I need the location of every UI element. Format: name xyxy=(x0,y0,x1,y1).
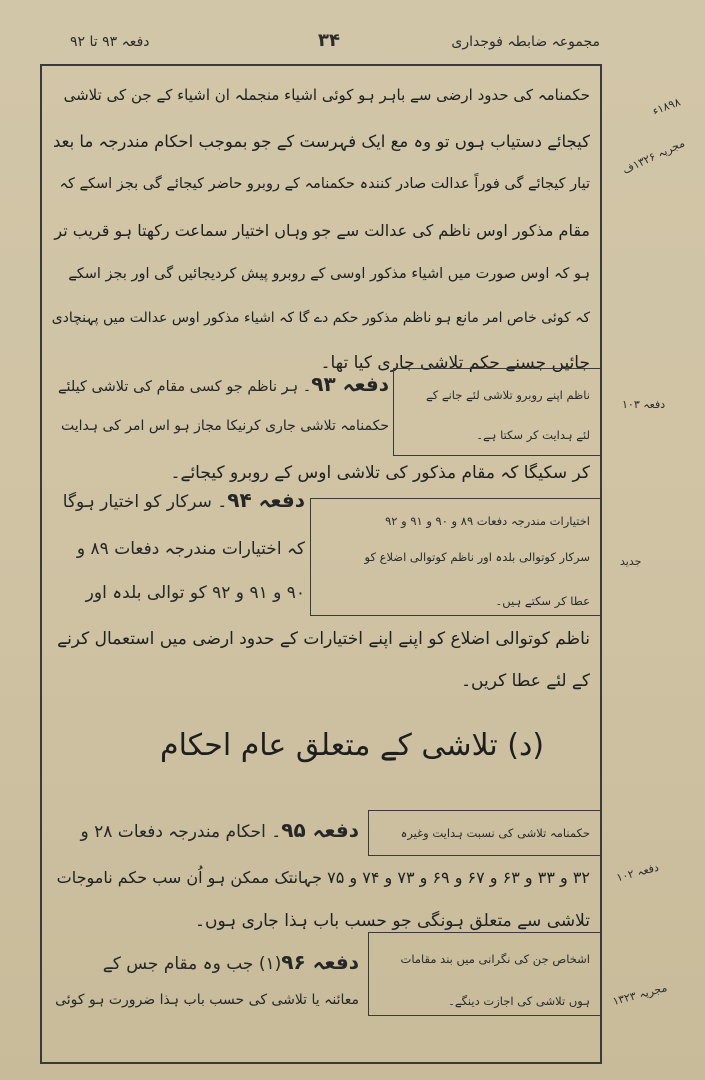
body-line-7: جائیں جسنے حکم تلاشی جاری کیا تھا۔ xyxy=(320,353,590,373)
sec96-note-line-1: اشخاص جن کی نگرانی میں بند مقامات xyxy=(400,952,590,966)
sec94-text-3: ۹۰ و ۹۱ و ۹۲ کو توالی بلدہ اور xyxy=(85,583,305,603)
sec95-text-1: ۔ احکام مندرجہ دفعات ۲۸ و xyxy=(80,822,282,842)
sec93-text-1: ۔ ہر ناظم جو کسی مقام کی تلاشی کیلئے xyxy=(57,379,312,395)
margin-note-top-1: ۱۸۹۸ء xyxy=(650,95,683,118)
sec93-note-line-1: ناظم اپنے روبرو تلاشی لئے جانے کے xyxy=(425,388,590,402)
sec93-number: دفعہ ۹۳ xyxy=(311,372,389,396)
sec95-heading-line xyxy=(81,818,359,842)
margin-note-sec95: دفعہ ۱۰۲ xyxy=(615,860,661,885)
header-left-section-range: دفعہ ۹۳ تا ۹۲ xyxy=(70,34,150,50)
sec94-text-1: ۔ سرکار کو اختیار ہوگا xyxy=(62,492,228,512)
body-line-1: حکمنامہ کی حدود ارضی سے باہر ہو کوئی اشیاء منجملہ ان اشیاء کے جن کی تلاشی xyxy=(63,86,590,104)
body-line-2: کیجائے دستیاب ہوں تو وہ مع ایک فہرست کے جو بموجب احکام مندرجہ ما بعد xyxy=(52,132,590,151)
sec95-number: دفعہ ۹۵ xyxy=(281,818,359,842)
sec94-note-line-1: اختیارات مندرجہ دفعات ۸۹ و ۹۰ و ۹۱ و ۹۲ xyxy=(385,514,590,528)
sec93-text-2: حکمنامہ تلاشی جاری کرنیکا مجاز ہو اس امر کی ہدایت xyxy=(60,418,389,434)
sec94-text-2: کہ اختیارات مندرجہ دفعات ۸۹ و xyxy=(76,539,305,559)
chapter-heading: (د) تلاشی کے متعلق عام احکام xyxy=(160,728,545,763)
margin-note-sec93: دفعہ ۱۰۳ xyxy=(622,398,666,411)
sec94-note-line-3: عطا کر سکتے ہیں۔ xyxy=(495,594,590,608)
sec96-text-1: (۱) جب وہ مقام جس کے xyxy=(102,954,282,974)
sec94-text-4: ناظم کوتوالی اضلاع کو اپنے اپنے اختیارات کے حدود ارضی میں استعمال کرنے xyxy=(57,629,590,649)
body-line-6: کہ کوئی خاص امر مانع ہو ناظم مذکور حکم دے گا کہ اشیاء مذکور اوس عدالت میں پہنچادی xyxy=(51,310,590,326)
sec94-number: دفعہ ۹۴ xyxy=(227,488,305,512)
sec93-note-line-2: لئے ہدایت کر سکتا ہے۔ xyxy=(476,428,590,442)
sec96-note-line-2: ہوں تلاشی کی اجازت دینگے۔ xyxy=(448,994,590,1008)
sec94-text-5: کے لئے عطا کریں۔ xyxy=(461,671,590,691)
body-line-4: مقام مذکور اوس ناظم کی عدالت سے جو وہاں اختیار سماعت رکھتا ہو قریب تر xyxy=(54,221,590,240)
body-line-5: ہو کہ اوس صورت میں اشیاء مذکور اوسی کے روبرو پیش کردیجائیں گی اور بجز اسکے xyxy=(68,266,590,282)
header-book-title: مجموعہ ضابطہ فوجداری xyxy=(451,34,600,50)
sec94-heading-line xyxy=(63,488,305,512)
sec93-heading-line xyxy=(58,372,389,396)
sec96-heading-line xyxy=(103,950,359,974)
sec95-text-2: ۳۲ و ۳۳ و ۶۳ و ۶۷ و ۶۹ و ۷۳ و ۷۴ و ۷۵ جہانتک ممکن ہو اُن سب حکم ناموجات xyxy=(56,868,590,887)
margin-note-sec96: مجریہ ۱۳۲۳ xyxy=(611,981,669,1008)
sec96-text-2: معائنہ یا تلاشی کی حسب باب ہذا ضرورت ہو کوئی xyxy=(55,992,359,1008)
sec95-note: حکمنامہ تلاشی کی نسبت ہدایت وغیرہ xyxy=(400,826,590,840)
sec93-text-3: کر سکیگا کہ مقام مذکور کی تلاشی اوس کے روبرو کیجائے۔ xyxy=(170,463,590,483)
sec96-number: دفعہ ۹۶ xyxy=(281,950,359,974)
body-line-3: تیار کیجائے گی فوراً عدالت صادر کنندہ حکمنامہ کے روبرو حاضر کیجائے گی بجز اسکے کہ xyxy=(59,176,590,192)
margin-note-top-2: مجریہ ۱۳۲۶ف xyxy=(620,136,687,177)
margin-note-sec94: جدید xyxy=(620,555,642,568)
header-page-number: ۳۴ xyxy=(318,30,340,51)
sec94-note-line-2: سرکار کوتوالی بلدہ اور ناظم کوتوالی اضلاع کو xyxy=(364,550,590,564)
sec93-marginal-box xyxy=(393,368,602,456)
sec95-text-3: تلاشی سے متعلق ہونگی جو حسب باب ہذا جاری ہوں۔ xyxy=(195,911,590,931)
